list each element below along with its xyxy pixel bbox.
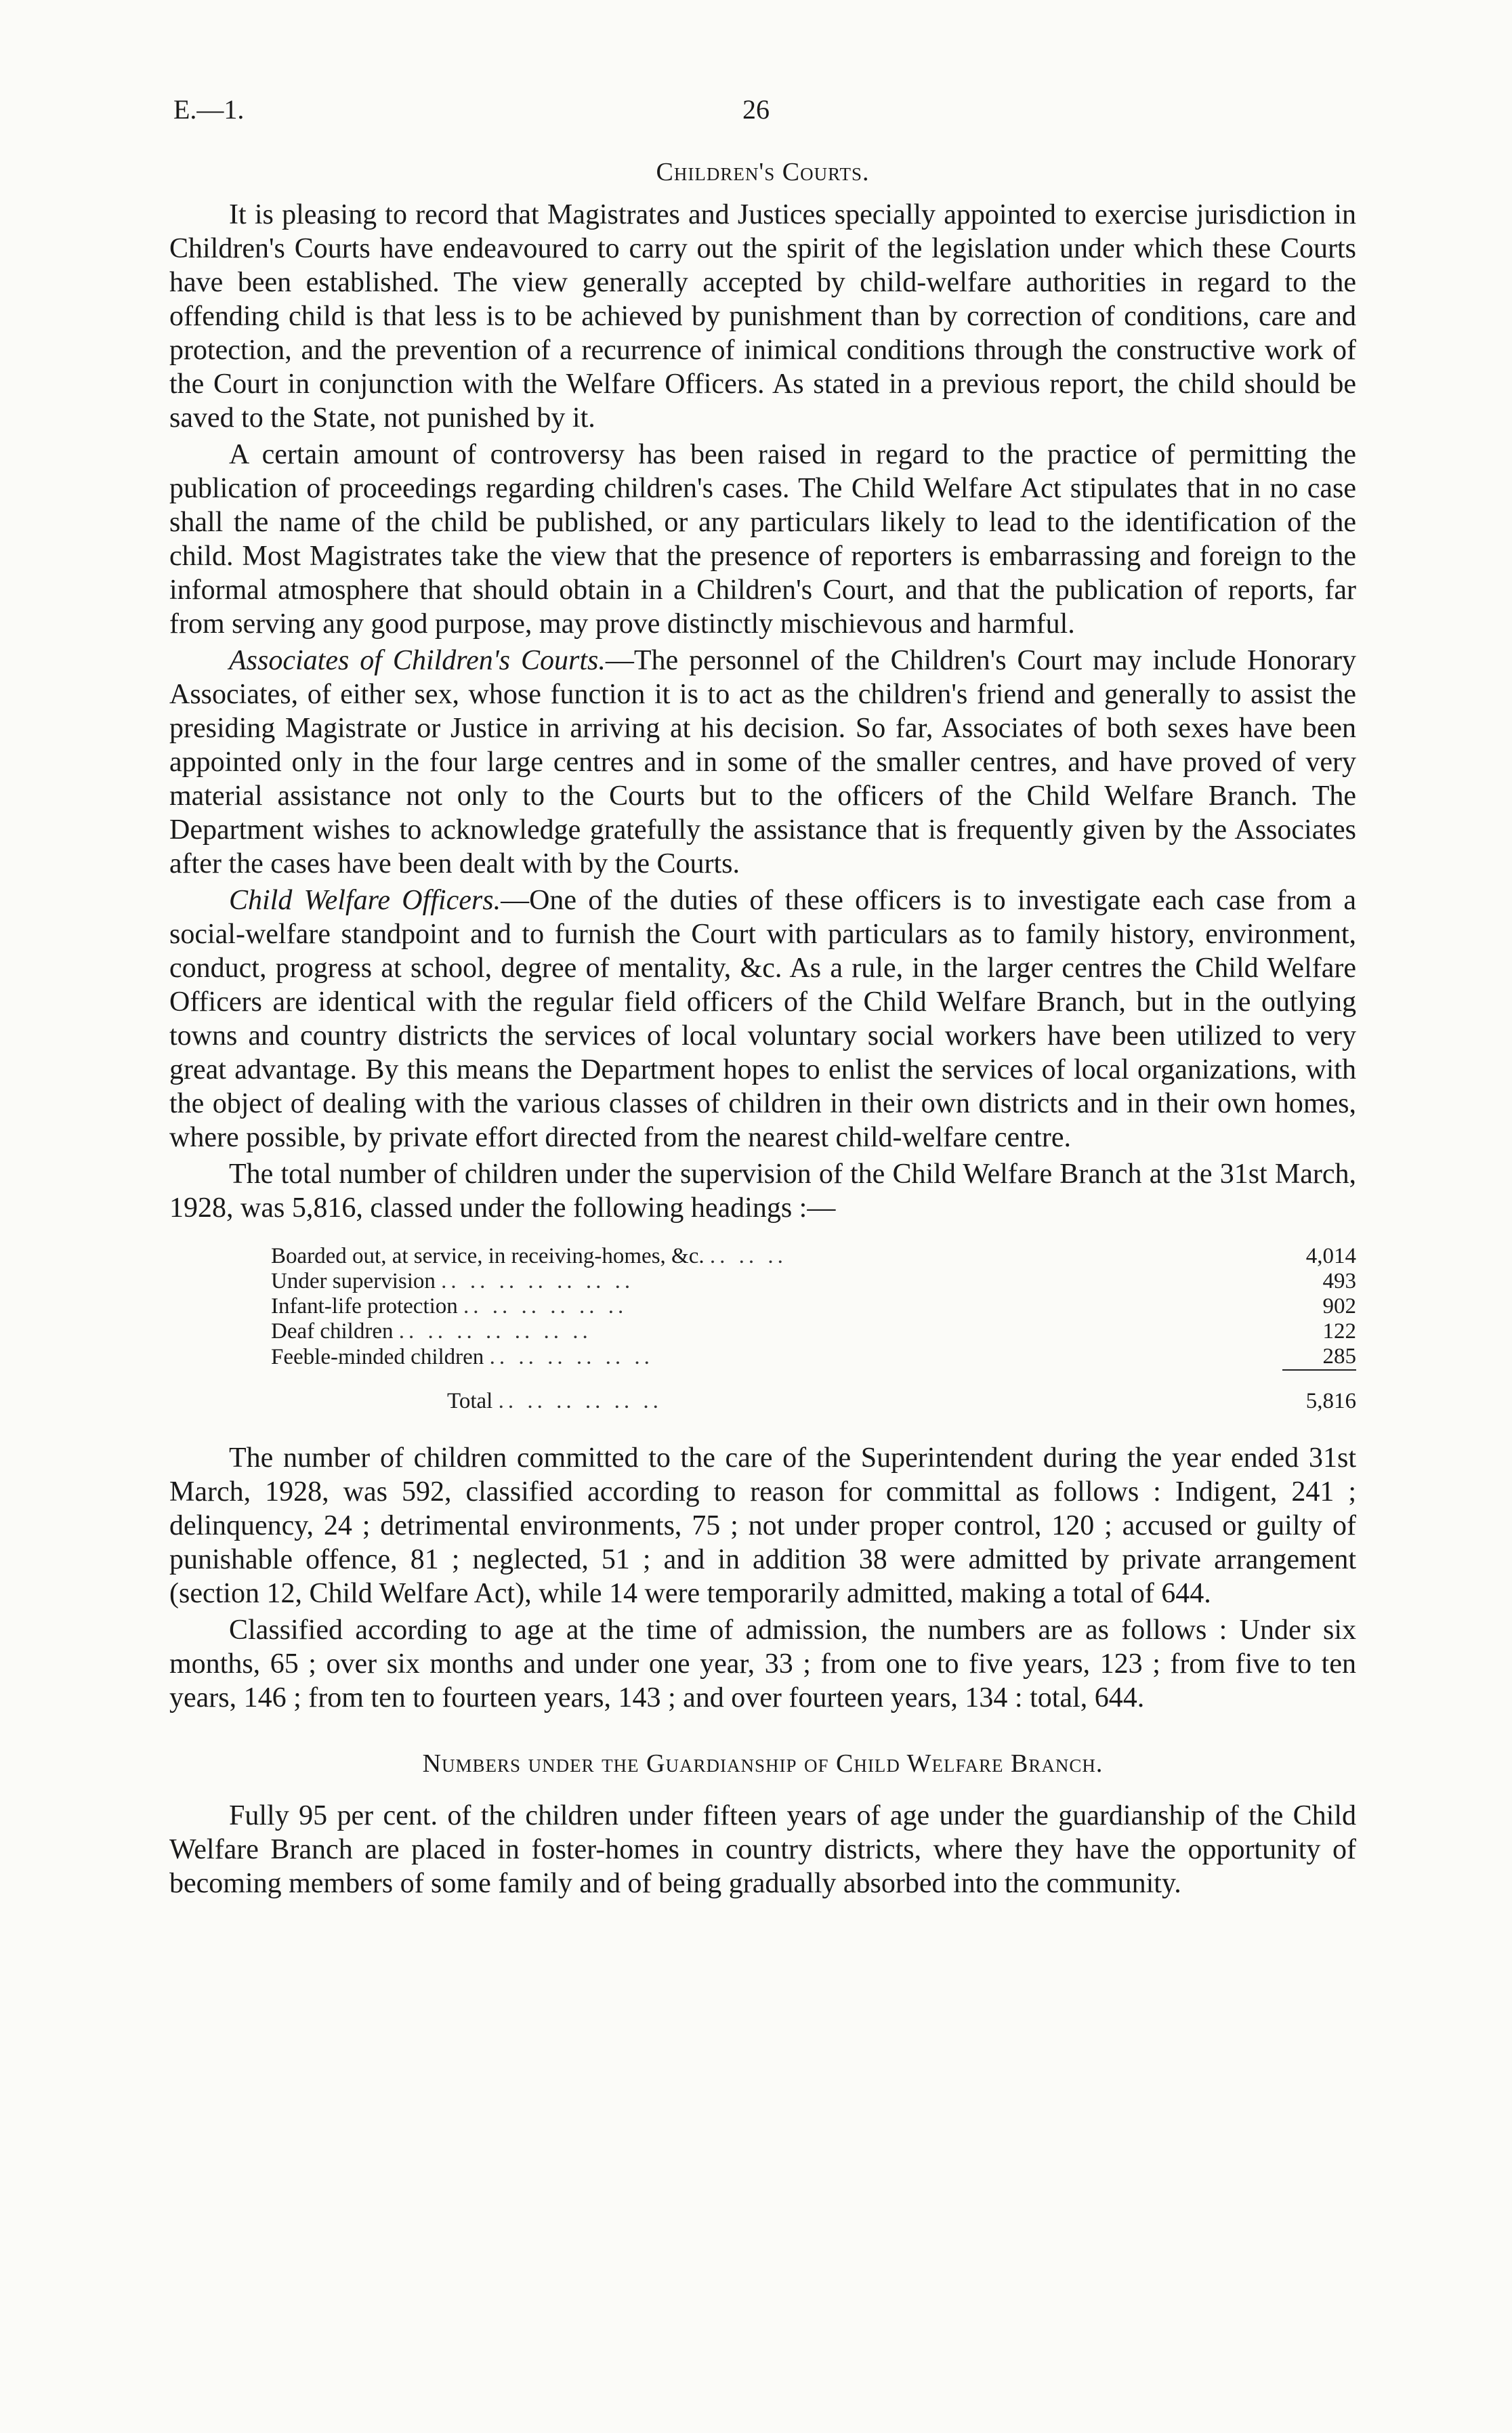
- total-label: Total: [447, 1389, 493, 1413]
- paragraph-publication: A certain amount of controversy has been raised in regard to the practice of permitting the publication of proceedings regarding children's cases. The Child Welfare Act stipulates that in no case shall the name of the child be published, or any particulars likely to lead to the identification of the child. Most Magistrates take the view that the presence of reporters is embarrassing and foreign to the informal atmosphere that should obtain in a Children's Court, and that the publication of reports, far from serving any good purpose, may prove distinctly mischievous and harmful.: [169, 439, 1356, 640]
- row-label: Infant-life protection: [271, 1294, 458, 1318]
- page-header: [173, 93, 1339, 134]
- table-row: [271, 1244, 1356, 1269]
- row-value: 902: [1322, 1294, 1356, 1318]
- row-label: Feeble-minded children: [271, 1345, 484, 1369]
- paragraph-committals: The number of children committed to the care of the Superintendent during the year ended 31st March, 1928, was 592, classified according to reason for committal as follows : Indigent, 241 ; delinquency, 24 ; detrimental environments, 75 ; not under proper control, 120 ; accused or guilty of punishable offence, 81 ; neglected, 51 ; and in addition 38 were admitted by private arrangement (section 12, Child Welfare Act), while 14 were temporarily admitted, making a total of 644.: [169, 1442, 1356, 1609]
- row-value: 122: [1322, 1319, 1356, 1344]
- paragraph-total-intro: The total number of children under the supervision of the Child Welfare Branch at the 31st March, 1928, was 5,816, classed under the following headings :—: [169, 1159, 1356, 1224]
- section-heading-guardianship: Numbers under the Guardianship of Child Welfare Branch.: [422, 1749, 1104, 1778]
- paragraph-intro: It is pleasing to record that Magistrates and Justices specially appointed to exercise jurisdiction in Children's Courts have endeavoured to carry out the spirit of the legislation under which these Courts have been established. The view generally accepted by child-welfare authorities in regard to the offending child is that less is to be achieved by punishment than by correction of conditions, care and protection, and the prevention of a recurrence of inimical conditions through the constructive work of the Court in conjunction with the Welfare Officers. As stated in a previous report, the child should be saved to the State, not punished by it.: [169, 199, 1356, 434]
- leader-dots: .. .. .. .. .. .. ..: [398, 1319, 592, 1344]
- officers-lead: Child Welfare Officers.: [229, 885, 501, 916]
- row-label: Under supervision: [271, 1269, 436, 1293]
- row-value: 493: [1322, 1269, 1356, 1293]
- table-row: [271, 1294, 1356, 1319]
- leader-dots: .. .. .. .. .. ..: [498, 1389, 663, 1413]
- leader-dots: .. .. .. .. .. ..: [489, 1345, 654, 1369]
- leader-dots: .. .. .. .. .. .. ..: [441, 1269, 635, 1293]
- leader-dots: .. .. .. .. .. ..: [463, 1294, 628, 1318]
- leader-dots: .. .. ..: [709, 1244, 787, 1268]
- row-value: 285: [1322, 1344, 1356, 1369]
- supervision-table: [271, 1244, 1356, 1414]
- paragraph-ages: Classified according to age at the time of admission, the numbers are as follows : Under six months, 65 ; over six months and under one year, 33 ; from one to five years, 123 ; from five to ten years, 146 ; from ten to fourteen years, 143 ; and over fourteen years, 134 : total, 644.: [169, 1615, 1356, 1713]
- table-total-row: [271, 1370, 1356, 1414]
- total-value: 5,816: [1282, 1370, 1356, 1414]
- associates-lead: Associates of Children's Courts.: [229, 645, 606, 676]
- row-value: 4,014: [1305, 1244, 1356, 1268]
- table-row: [271, 1269, 1356, 1294]
- section-heading-childrens-courts: Children's Courts.: [656, 158, 870, 186]
- table-row: [271, 1319, 1356, 1344]
- paragraph-associates: [169, 644, 1356, 881]
- row-label: Boarded out, at service, in receiving-homes, &c.: [271, 1244, 705, 1268]
- row-label: Deaf children: [271, 1319, 394, 1344]
- paragraph-officers: [169, 883, 1356, 1155]
- document-reference: E.—1.: [173, 94, 245, 125]
- table-row: [271, 1344, 1356, 1370]
- page-content: [169, 150, 1356, 1900]
- officers-text: —One of the duties of these officers is to investigate each case from a social-welfare standpoint and to furnish the Court with particulars as to family history, environment, conduct, progress at school, degree of mentality, &c. As a rule, in the larger centres the Child Welfare Officers are identical with the regular field officers of the Child Welfare Branch, but in the outlying towns and country districts the services of local voluntary social workers have been utilized to very great advantage. By this means the Department hopes to enlist the services of local organizations, with the object of dealing with the various classes of children in their own districts and in their own homes, where possible, by private effort directed from the nearest child-welfare centre.: [169, 885, 1356, 1153]
- paragraph-foster-homes: Fully 95 per cent. of the children under fifteen years of age under the guardianship of the Child Welfare Branch are placed in foster-homes in country districts, where they have the opportunity of becoming members of some family and of being gradually absorbed into the community.: [169, 1800, 1356, 1899]
- associates-text: —The personnel of the Children's Court may include Honorary Associates, of either sex, whose function it is to act as the children's friend and generally to assist the presiding Magistrate or Justice in arriving at his decision. So far, Associates of both sexes have been appointed only in the four large centres and in some of the smaller centres, and have proved of very material assistance not only to the Courts but to the officers of the Child Welfare Branch. The Department wishes to acknowledge gratefully the assistance that is frequently given by the Associates after the cases have been dealt with by the Courts.: [169, 645, 1356, 879]
- page-number: 26: [742, 94, 770, 125]
